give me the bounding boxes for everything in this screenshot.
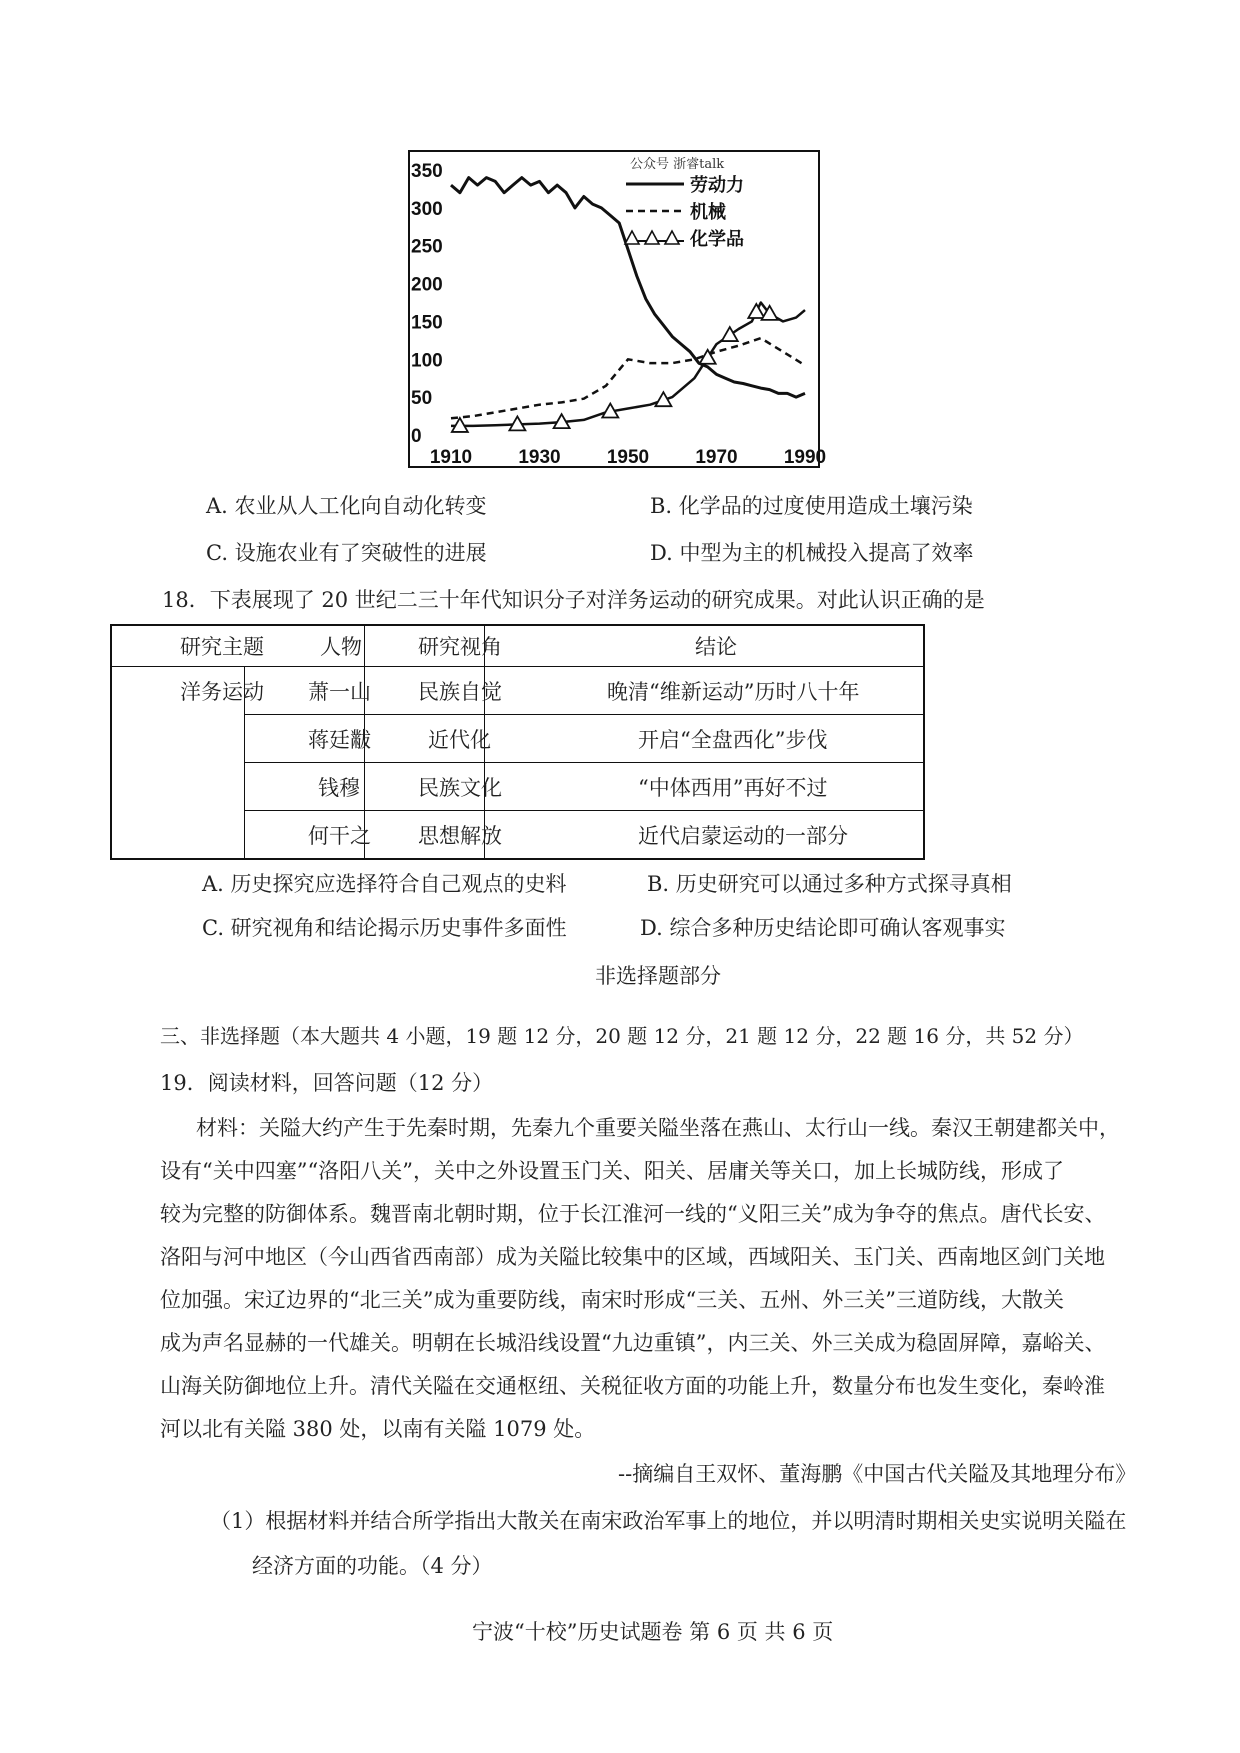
table-cell-conclusion: 开启“全盘西化”步伐 <box>638 728 828 752</box>
y-tick-label: 300 <box>411 198 443 220</box>
table-cell-perspective: 思想解放 <box>418 824 502 848</box>
page-footer: 宁波“十校”历史试题卷 第 6 页 共 6 页 <box>472 1620 834 1644</box>
material-line: 河以北有关隘 380 处，以南有关隘 1079 处。 <box>160 1417 596 1441</box>
q19-stem: 19．阅读材料，回答问题（12 分） <box>160 1071 494 1095</box>
q18-option-d[interactable]: D. 综合多种历史结论即可确认客观事实 <box>640 916 1006 940</box>
y-tick-label: 100 <box>411 350 443 372</box>
line-chart <box>408 150 827 468</box>
legend-label: 化学品 <box>690 229 744 250</box>
table-row-divider <box>244 714 925 715</box>
table-header-topic: 研究主题 <box>180 635 264 659</box>
legend-triangle-marker <box>625 231 639 244</box>
legend-label: 劳动力 <box>690 175 744 196</box>
table-border-right <box>923 624 925 860</box>
y-tick-label: 200 <box>411 274 443 296</box>
table-cell-person: 钱穆 <box>318 776 360 800</box>
table-header-divider <box>110 666 925 667</box>
material-line: 位加强。宋辽边界的“北三关”成为重要防线，南宋时形成“三关、五州、外三关”三道防线，大散关 <box>160 1288 1064 1312</box>
series-line-dashed <box>451 338 805 418</box>
table-cell-person: 蒋廷黻 <box>308 728 371 752</box>
q17-option-a[interactable]: A. 农业从人工化向自动化转变 <box>206 494 487 518</box>
table-cell-conclusion: 晚清“维新运动”历时八十年 <box>607 680 860 704</box>
x-tick-label: 1910 <box>429 447 473 468</box>
x-tick-label: 1990 <box>783 447 827 468</box>
table-cell-person: 萧一山 <box>308 680 371 704</box>
material-source: --摘编自王双怀、董海鹏《中国古代关隘及其地理分布》 <box>618 1462 1137 1486</box>
x-tick-label: 1970 <box>695 447 738 468</box>
table-cell-conclusion: 近代启蒙运动的一部分 <box>638 824 848 848</box>
research-table <box>110 624 925 860</box>
table-header-perspective: 研究视角 <box>418 635 502 659</box>
table-header-person: 人物 <box>320 635 362 659</box>
table-border-bottom <box>110 858 925 860</box>
q19-sub1-line1: （1）根据材料并结合所学指出大散关在南宋政治军事上的地位，并以明清时期相关史实说明关隘在 <box>210 1509 1127 1533</box>
y-tick-label: 250 <box>411 236 443 258</box>
q19-sub1-line2: 经济方面的功能。（4 分） <box>252 1554 493 1578</box>
table-cell-perspective: 民族自觉 <box>418 680 502 704</box>
y-tick-label: 50 <box>411 388 433 410</box>
table-cell-perspective: 民族文化 <box>418 776 502 800</box>
q17-option-c[interactable]: C. 设施农业有了突破性的进展 <box>206 541 487 565</box>
material-line: 材料：关隘大约产生于先秦时期，先秦九个重要关隘坐落在燕山、太行山一线。秦汉王朝建都关中， <box>196 1116 1120 1140</box>
legend-label: 机械 <box>690 202 726 223</box>
table-header-conclusion: 结论 <box>695 635 737 659</box>
table-row-divider <box>244 810 925 811</box>
legend-triangle-marker <box>665 231 679 244</box>
table-cell-perspective: 近代化 <box>428 728 491 752</box>
table-topic-cell: 洋务运动 <box>180 680 264 704</box>
material-line: 洛阳与河中地区（今山西省西南部）成为关隘比较集中的区域，西域阳关、玉门关、西南地区剑门关地 <box>160 1245 1105 1269</box>
material-line: 成为声名显赫的一代雄关。明朝在长城沿线设置“九边重镇”，内三关、外三关成为稳固屏障，嘉峪关、 <box>160 1331 1106 1355</box>
x-tick-label: 1930 <box>518 447 561 468</box>
part-title: 非选择题部分 <box>595 964 721 988</box>
legend-triangle-marker <box>645 231 659 244</box>
triangle-marker <box>722 327 738 341</box>
y-tick-label: 150 <box>411 312 443 334</box>
table-border-left <box>110 624 112 860</box>
table-cell-conclusion: “中体西用”再好不过 <box>638 776 828 800</box>
q18-option-a[interactable]: A. 历史探究应选择符合自己观点的史料 <box>202 872 567 896</box>
watermark-text: 公众号 浙睿talk <box>630 157 725 172</box>
section-heading: 三、非选择题（本大题共 4 小题，19 题 12 分，20 题 12 分，21 题 12 分，22 题 16 分，共 52 分） <box>160 1024 1084 1048</box>
y-tick-label: 0 <box>411 426 422 447</box>
q18-stem: 18．下表展现了 20 世纪二三十年代知识分子对洋务运动的研究成果。对此认识正确的是 <box>162 588 985 612</box>
series-line-triangles <box>451 303 805 426</box>
q18-option-b[interactable]: B. 历史研究可以通过多种方式探寻真相 <box>647 872 1012 896</box>
material-line: 设有“关中四塞”“洛阳八关”，关中之外设置玉门关、阳关、居庸关等关口，加上长城防线，形成了 <box>160 1159 1064 1183</box>
material-line: 山海关防御地位上升。清代关隘在交通枢纽、关税征收方面的功能上升，数量分布也发生变化，秦岭淮 <box>160 1374 1105 1398</box>
table-border-top <box>110 624 925 626</box>
y-tick-label: 350 <box>411 161 443 182</box>
table-row-divider <box>244 762 925 763</box>
material-line: 较为完整的防御体系。魏晋南北朝时期，位于长江淮河一线的“义阳三关”成为争夺的焦点。唐代长安、 <box>160 1202 1106 1226</box>
q18-option-c[interactable]: C. 研究视角和结论揭示历史事件多面性 <box>202 916 567 940</box>
table-cell-person: 何干之 <box>308 824 371 848</box>
chart-svg <box>408 150 827 468</box>
x-tick-label: 1950 <box>606 447 650 468</box>
q17-option-b[interactable]: B. 化学品的过度使用造成土壤污染 <box>650 494 973 518</box>
triangle-marker <box>748 304 764 318</box>
q17-option-d[interactable]: D. 中型为主的机械投入提高了效率 <box>650 541 974 565</box>
